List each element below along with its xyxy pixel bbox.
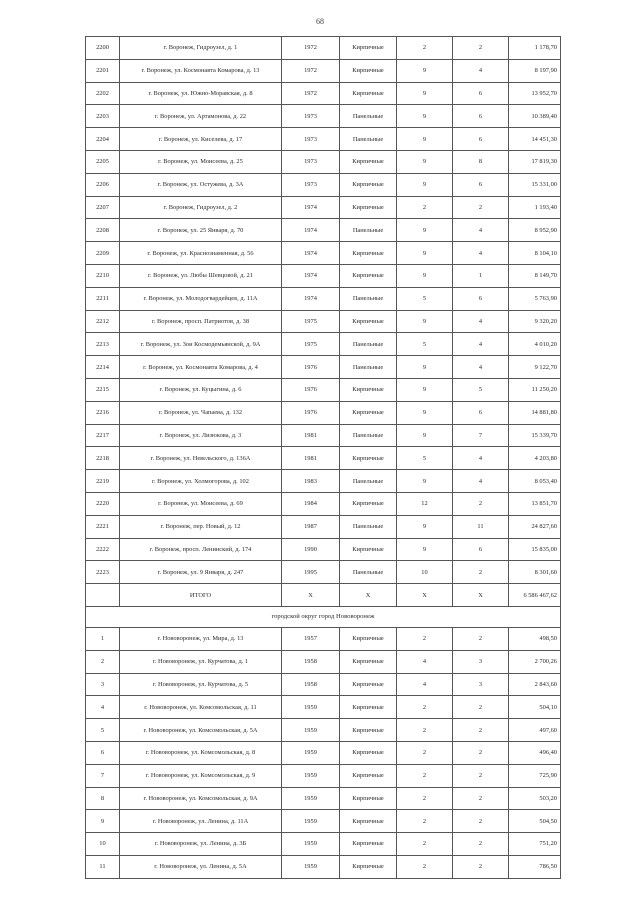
table-row [86, 37, 561, 60]
build-year-cell: 1974 [282, 219, 340, 242]
build-year-cell: 1959 [282, 833, 340, 856]
build-year-cell: 1959 [282, 719, 340, 742]
build-year-cell: 1987 [282, 515, 340, 538]
area-cell: 503,20 [509, 787, 561, 810]
floors-cell: 9 [397, 264, 453, 287]
address-cell: г. Воронеж, ул. Артамонова, д. 22 [120, 105, 282, 128]
area-cell: 8 301,60 [509, 561, 561, 584]
entrances-cell: 6 [453, 128, 509, 151]
table-row [86, 810, 561, 833]
address-cell: г. Воронеж, ул. Чапаева, д. 132 [120, 401, 282, 424]
row-number-cell: 2205 [86, 150, 120, 173]
wall-material-cell: Кирпичные [340, 264, 397, 287]
address-cell: г. Воронеж, ул. Космонавта Комарова, д. 13 [120, 59, 282, 82]
build-year-cell: 1983 [282, 470, 340, 493]
row-number-cell: 2204 [86, 128, 120, 151]
floors-cell: 2 [397, 833, 453, 856]
wall-material-cell: Панельные [340, 128, 397, 151]
table-row [86, 447, 561, 470]
wall-material-cell: X [340, 584, 397, 607]
floors-cell: 12 [397, 492, 453, 515]
address-cell: г. Воронеж, ул. Южно-Моравская, д. 8 [120, 82, 282, 105]
region-header-row [86, 606, 561, 627]
row-number-cell: 2208 [86, 219, 120, 242]
address-cell: г. Воронеж, ул. Холмогорова, д. 102 [120, 470, 282, 493]
address-cell: г. Воронеж, ул. Куцыгина, д. 6 [120, 378, 282, 401]
table-row [86, 82, 561, 105]
entrances-cell: 4 [453, 242, 509, 265]
address-cell: г. Воронеж, просп. Патриотов, д. 38 [120, 310, 282, 333]
build-year-cell: 1972 [282, 59, 340, 82]
wall-material-cell: Кирпичные [340, 696, 397, 719]
row-number-cell: 2201 [86, 59, 120, 82]
row-number-cell: 2218 [86, 447, 120, 470]
table-row [86, 470, 561, 493]
table-row [86, 310, 561, 333]
wall-material-cell: Панельные [340, 470, 397, 493]
address-cell: г. Воронеж, ул. Космонавта Комарова, д. 4 [120, 356, 282, 379]
address-cell: г. Нововоронеж, ул. Курчатова, д. 1 [120, 650, 282, 673]
address-cell: г. Воронеж, пер. Новый, д. 12 [120, 515, 282, 538]
build-year-cell: 1975 [282, 310, 340, 333]
area-cell: 751,20 [509, 833, 561, 856]
table-row [86, 787, 561, 810]
floors-cell: 2 [397, 855, 453, 878]
address-cell: г. Нововоронеж, ул. Комсомольская, д. 9А [120, 787, 282, 810]
entrances-cell: 2 [453, 696, 509, 719]
floors-cell: 5 [397, 333, 453, 356]
entrances-cell: 6 [453, 173, 509, 196]
floors-cell: 9 [397, 356, 453, 379]
address-cell: ИТОГО [120, 584, 282, 607]
wall-material-cell: Кирпичные [340, 173, 397, 196]
row-number-cell: 4 [86, 696, 120, 719]
build-year-cell: 1957 [282, 627, 340, 650]
row-number-cell: 9 [86, 810, 120, 833]
area-cell: 14 881,80 [509, 401, 561, 424]
address-cell: г. Воронеж, ул. Моисеева, д. 25 [120, 150, 282, 173]
row-number-cell: 2200 [86, 37, 120, 60]
wall-material-cell: Кирпичные [340, 401, 397, 424]
entrances-cell: 2 [453, 741, 509, 764]
wall-material-cell: Панельные [340, 105, 397, 128]
table-row [86, 378, 561, 401]
build-year-cell: 1974 [282, 287, 340, 310]
floors-cell: 9 [397, 424, 453, 447]
table-row [86, 492, 561, 515]
address-cell: г. Нововоронеж, ул. Комсомольская, д. 5А [120, 719, 282, 742]
table-row [86, 128, 561, 151]
build-year-cell: 1974 [282, 264, 340, 287]
area-cell: 496,40 [509, 741, 561, 764]
wall-material-cell: Кирпичные [340, 787, 397, 810]
build-year-cell: 1976 [282, 378, 340, 401]
address-cell: г. Воронеж, ул. Невельского, д. 136А [120, 447, 282, 470]
row-number-cell: 2217 [86, 424, 120, 447]
floors-cell: 9 [397, 310, 453, 333]
wall-material-cell: Кирпичные [340, 538, 397, 561]
area-cell: 24 827,60 [509, 515, 561, 538]
build-year-cell: 1972 [282, 37, 340, 60]
floors-cell: 9 [397, 378, 453, 401]
table-row [86, 741, 561, 764]
area-cell: 725,90 [509, 764, 561, 787]
area-cell: 9 320,20 [509, 310, 561, 333]
address-cell: г. Воронеж, ул. Молодогвардейцев, д. 11А [120, 287, 282, 310]
row-number-cell: 2216 [86, 401, 120, 424]
wall-material-cell: Кирпичные [340, 242, 397, 265]
address-cell: г. Воронеж, Гидроузел, д. 2 [120, 196, 282, 219]
floors-cell: 2 [397, 696, 453, 719]
address-cell: г. Воронеж, Гидроузел, д. 1 [120, 37, 282, 60]
wall-material-cell: Панельные [340, 219, 397, 242]
total-row [86, 584, 561, 607]
area-cell: 15 835,00 [509, 538, 561, 561]
entrances-cell: 4 [453, 356, 509, 379]
entrances-cell: 2 [453, 787, 509, 810]
row-number-cell: 2209 [86, 242, 120, 265]
wall-material-cell: Кирпичные [340, 764, 397, 787]
build-year-cell: 1958 [282, 673, 340, 696]
table-row [86, 242, 561, 265]
floors-cell: 9 [397, 515, 453, 538]
row-number-cell: 2211 [86, 287, 120, 310]
area-cell: 504,50 [509, 810, 561, 833]
address-cell: г. Воронеж, ул. Моисеева, д. 69 [120, 492, 282, 515]
entrances-cell: 4 [453, 470, 509, 493]
table-row [86, 719, 561, 742]
floors-cell: 9 [397, 242, 453, 265]
floors-cell: 5 [397, 447, 453, 470]
address-cell: г. Нововоронеж, ул. Комсомольская, д. 8 [120, 741, 282, 764]
entrances-cell: 2 [453, 764, 509, 787]
area-cell: 2 700,26 [509, 650, 561, 673]
table-row [86, 356, 561, 379]
table-row [86, 401, 561, 424]
area-cell: 14 451,30 [509, 128, 561, 151]
table-row [86, 196, 561, 219]
entrances-cell: 4 [453, 310, 509, 333]
table-row [86, 538, 561, 561]
row-number-cell: 2223 [86, 561, 120, 584]
wall-material-cell: Кирпичные [340, 447, 397, 470]
page-number: 68 [316, 17, 324, 26]
area-cell: 1 178,70 [509, 37, 561, 60]
wall-material-cell: Кирпичные [340, 492, 397, 515]
row-number-cell: 5 [86, 719, 120, 742]
row-number-cell: 2214 [86, 356, 120, 379]
build-year-cell: 1975 [282, 333, 340, 356]
build-year-cell: 1972 [282, 82, 340, 105]
row-number-cell: 2220 [86, 492, 120, 515]
row-number-cell: 6 [86, 741, 120, 764]
table-row [86, 264, 561, 287]
floors-cell: 9 [397, 59, 453, 82]
floors-cell: 2 [397, 37, 453, 60]
wall-material-cell: Кирпичные [340, 650, 397, 673]
entrances-cell: 4 [453, 447, 509, 470]
area-cell: 4 203,80 [509, 447, 561, 470]
table-row [86, 105, 561, 128]
entrances-cell: 2 [453, 627, 509, 650]
wall-material-cell: Кирпичные [340, 833, 397, 856]
row-number-cell: 2213 [86, 333, 120, 356]
area-cell: 8 149,70 [509, 264, 561, 287]
build-year-cell: 1959 [282, 787, 340, 810]
build-year-cell: X [282, 584, 340, 607]
wall-material-cell: Кирпичные [340, 810, 397, 833]
wall-material-cell: Кирпичные [340, 741, 397, 764]
floors-cell: 9 [397, 128, 453, 151]
entrances-cell: 2 [453, 810, 509, 833]
area-cell: 504,10 [509, 696, 561, 719]
address-cell: г. Воронеж, ул. Любы Шевцовой, д. 21 [120, 264, 282, 287]
address-cell: г. Нововоронеж, ул. Курчатова, д. 5 [120, 673, 282, 696]
build-year-cell: 1959 [282, 696, 340, 719]
area-cell: 17 819,30 [509, 150, 561, 173]
area-cell: 13 952,70 [509, 82, 561, 105]
entrances-cell: 2 [453, 855, 509, 878]
build-year-cell: 1981 [282, 424, 340, 447]
entrances-cell: 2 [453, 37, 509, 60]
row-number-cell: 2206 [86, 173, 120, 196]
table-row [86, 627, 561, 650]
table-row [86, 764, 561, 787]
entrances-cell: 6 [453, 287, 509, 310]
floors-cell: 10 [397, 561, 453, 584]
area-cell: 15 339,70 [509, 424, 561, 447]
row-number-cell: 2 [86, 650, 120, 673]
address-cell: г. Воронеж, ул. 9 Января, д. 247 [120, 561, 282, 584]
address-cell: г. Нововоронеж, ул. Комсомольская, д. 11 [120, 696, 282, 719]
wall-material-cell: Кирпичные [340, 310, 397, 333]
entrances-cell: X [453, 584, 509, 607]
wall-material-cell: Кирпичные [340, 673, 397, 696]
wall-material-cell: Панельные [340, 333, 397, 356]
table-row [86, 833, 561, 856]
floors-cell: 9 [397, 150, 453, 173]
address-cell: г. Нововоронеж, ул. Ленина, д. 3Б [120, 833, 282, 856]
area-cell: 10 389,40 [509, 105, 561, 128]
floors-cell: 2 [397, 764, 453, 787]
wall-material-cell: Кирпичные [340, 855, 397, 878]
area-cell: 8 197,90 [509, 59, 561, 82]
wall-material-cell: Панельные [340, 287, 397, 310]
table-row [86, 855, 561, 878]
address-cell: г. Воронеж, ул. 25 Января, д. 70 [120, 219, 282, 242]
entrances-cell: 3 [453, 650, 509, 673]
entrances-cell: 2 [453, 492, 509, 515]
area-cell: 15 331,00 [509, 173, 561, 196]
floors-cell: 9 [397, 173, 453, 196]
wall-material-cell: Кирпичные [340, 59, 397, 82]
area-cell: 13 851,70 [509, 492, 561, 515]
floors-cell: 9 [397, 470, 453, 493]
floors-cell: 4 [397, 650, 453, 673]
wall-material-cell: Кирпичные [340, 82, 397, 105]
entrances-cell: 4 [453, 219, 509, 242]
wall-material-cell: Панельные [340, 561, 397, 584]
build-year-cell: 1976 [282, 401, 340, 424]
area-cell: 497,60 [509, 719, 561, 742]
table-row [86, 650, 561, 673]
wall-material-cell: Панельные [340, 424, 397, 447]
area-cell: 8 104,10 [509, 242, 561, 265]
entrances-cell: 4 [453, 59, 509, 82]
build-year-cell: 1959 [282, 764, 340, 787]
floors-cell: 2 [397, 719, 453, 742]
row-number-cell: 11 [86, 855, 120, 878]
wall-material-cell: Кирпичные [340, 196, 397, 219]
table-row [86, 673, 561, 696]
build-year-cell: 1973 [282, 150, 340, 173]
area-cell: 498,50 [509, 627, 561, 650]
entrances-cell: 2 [453, 833, 509, 856]
area-cell: 9 122,70 [509, 356, 561, 379]
row-number-cell: 2222 [86, 538, 120, 561]
floors-cell: 9 [397, 82, 453, 105]
build-year-cell: 1974 [282, 242, 340, 265]
build-year-cell: 1973 [282, 105, 340, 128]
entrances-cell: 8 [453, 150, 509, 173]
address-cell: г. Нововоронеж, ул. Ленина, д. 5А [120, 855, 282, 878]
floors-cell: 9 [397, 105, 453, 128]
wall-material-cell: Кирпичные [340, 37, 397, 60]
table-row [86, 287, 561, 310]
area-cell: 5 763,90 [509, 287, 561, 310]
row-number-cell [86, 584, 120, 607]
row-number-cell: 2207 [86, 196, 120, 219]
table-row [86, 561, 561, 584]
row-number-cell: 2221 [86, 515, 120, 538]
row-number-cell: 2212 [86, 310, 120, 333]
wall-material-cell: Панельные [340, 515, 397, 538]
row-number-cell: 7 [86, 764, 120, 787]
wall-material-cell: Кирпичные [340, 150, 397, 173]
floors-cell: 5 [397, 287, 453, 310]
floors-cell: 9 [397, 219, 453, 242]
wall-material-cell: Кирпичные [340, 719, 397, 742]
build-year-cell: 1995 [282, 561, 340, 584]
row-number-cell: 3 [86, 673, 120, 696]
table-row [86, 59, 561, 82]
entrances-cell: 1 [453, 264, 509, 287]
area-cell: 8 952,90 [509, 219, 561, 242]
build-year-cell: 1990 [282, 538, 340, 561]
row-number-cell: 2219 [86, 470, 120, 493]
row-number-cell: 8 [86, 787, 120, 810]
area-cell: 4 010,20 [509, 333, 561, 356]
entrances-cell: 6 [453, 401, 509, 424]
region-header: городской округ город Нововоронеж [86, 606, 561, 627]
build-year-cell: 1984 [282, 492, 340, 515]
build-year-cell: 1959 [282, 810, 340, 833]
build-year-cell: 1973 [282, 173, 340, 196]
address-cell: г. Воронеж, просп. Ленинский, д. 174 [120, 538, 282, 561]
entrances-cell: 6 [453, 105, 509, 128]
table-row [86, 219, 561, 242]
table-row [86, 333, 561, 356]
address-cell: г. Воронеж, ул. Лизюкова, д. 3 [120, 424, 282, 447]
housing-register-table [85, 36, 561, 879]
table-row [86, 150, 561, 173]
build-year-cell: 1973 [282, 128, 340, 151]
floors-cell: 9 [397, 401, 453, 424]
address-cell: г. Воронеж, ул. Остужева, д. 3А [120, 173, 282, 196]
table-row [86, 696, 561, 719]
area-cell: 6 586 467,62 [509, 584, 561, 607]
table-row [86, 515, 561, 538]
row-number-cell: 2215 [86, 378, 120, 401]
area-cell: 1 193,40 [509, 196, 561, 219]
entrances-cell: 11 [453, 515, 509, 538]
row-number-cell: 2202 [86, 82, 120, 105]
entrances-cell: 2 [453, 196, 509, 219]
entrances-cell: 7 [453, 424, 509, 447]
entrances-cell: 5 [453, 378, 509, 401]
wall-material-cell: Кирпичные [340, 378, 397, 401]
floors-cell: 2 [397, 196, 453, 219]
build-year-cell: 1959 [282, 855, 340, 878]
entrances-cell: 4 [453, 333, 509, 356]
floors-cell: 4 [397, 673, 453, 696]
entrances-cell: 2 [453, 719, 509, 742]
row-number-cell: 10 [86, 833, 120, 856]
entrances-cell: 6 [453, 82, 509, 105]
row-number-cell: 1 [86, 627, 120, 650]
area-cell: 2 843,60 [509, 673, 561, 696]
build-year-cell: 1981 [282, 447, 340, 470]
row-number-cell: 2210 [86, 264, 120, 287]
address-cell: г. Воронеж, ул. Зои Космодемьянской, д. 9А [120, 333, 282, 356]
entrances-cell: 6 [453, 538, 509, 561]
address-cell: г. Воронеж, ул. Краснознаменная, д. 56 [120, 242, 282, 265]
floors-cell: X [397, 584, 453, 607]
area-cell: 8 053,40 [509, 470, 561, 493]
floors-cell: 9 [397, 538, 453, 561]
build-year-cell: 1976 [282, 356, 340, 379]
floors-cell: 2 [397, 741, 453, 764]
build-year-cell: 1958 [282, 650, 340, 673]
wall-material-cell: Кирпичные [340, 627, 397, 650]
table-row [86, 424, 561, 447]
table-row [86, 173, 561, 196]
build-year-cell: 1974 [282, 196, 340, 219]
address-cell: г. Нововоронеж, ул. Комсомольская, д. 9 [120, 764, 282, 787]
floors-cell: 2 [397, 810, 453, 833]
build-year-cell: 1959 [282, 741, 340, 764]
area-cell: 11 250,20 [509, 378, 561, 401]
entrances-cell: 3 [453, 673, 509, 696]
row-number-cell: 2203 [86, 105, 120, 128]
address-cell: г. Нововоронеж, ул. Мира, д. 13 [120, 627, 282, 650]
area-cell: 786,50 [509, 855, 561, 878]
address-cell: г. Нововоронеж, ул. Ленина, д. 11А [120, 810, 282, 833]
entrances-cell: 2 [453, 561, 509, 584]
wall-material-cell: Панельные [340, 356, 397, 379]
floors-cell: 2 [397, 787, 453, 810]
address-cell: г. Воронеж, ул. Киселева, д. 17 [120, 128, 282, 151]
floors-cell: 2 [397, 627, 453, 650]
